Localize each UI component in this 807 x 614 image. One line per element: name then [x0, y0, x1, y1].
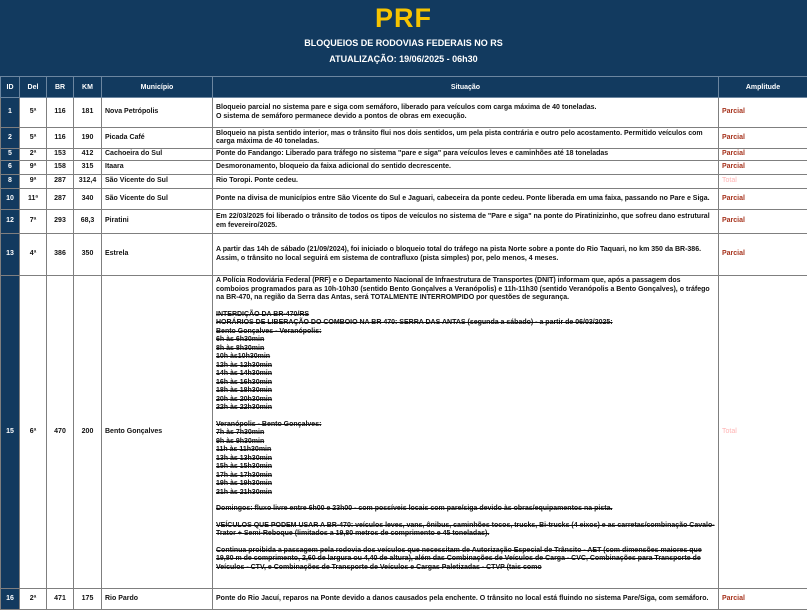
row-br: 153: [47, 149, 74, 161]
spacer: [216, 539, 715, 547]
row-id: 6: [1, 161, 20, 175]
row-id: 15: [1, 276, 20, 589]
times-list-vp-bg: [216, 429, 715, 497]
row-municipio: Piratini: [102, 210, 213, 234]
col-km: KM: [74, 77, 102, 98]
row-id: 5: [1, 149, 20, 161]
row-br: 287: [47, 175, 74, 189]
row-km: 181: [74, 98, 102, 128]
row-amplitude: Parcial: [719, 98, 807, 128]
row-br: 116: [47, 98, 74, 128]
schedule-time: 11h às 11h30min: [216, 446, 272, 453]
table-row: [1, 210, 807, 234]
sentido-vp-bg: Veranópolis - Bento Gonçalves:: [216, 420, 322, 428]
row-del: 7ª: [20, 210, 47, 234]
row-del: 9ª: [20, 161, 47, 175]
row-municipio: Picada Café: [102, 128, 213, 149]
row-del: 2ª: [20, 589, 47, 610]
blockages-table: [0, 76, 807, 610]
schedule-time: 19h às 19h30min: [216, 480, 273, 487]
schedule-time: 16h às 16h30min: [216, 378, 273, 386]
schedule-time: 15h às 15h30min: [216, 463, 273, 470]
row-situacao: [213, 98, 719, 128]
row-amplitude: Parcial: [719, 189, 807, 210]
row-del: 6ª: [20, 276, 47, 589]
schedule-time: 10h às10h30min: [216, 353, 271, 360]
row-del: 9ª: [20, 175, 47, 189]
col-situacao: Situação: [213, 77, 719, 98]
spacer: [216, 413, 715, 421]
row-situacao: Ponte na divisa de municípios entre São Vicente do Sul e Jaguari, cabeceira da ponte cedeu. Ponte liberada em uma faixa, passando no Pare e Siga.: [213, 189, 719, 210]
times-list-bg-vp: [216, 336, 715, 413]
situacao-line: O sistema de semáforo permanece devido a pontos de obras em execução.: [216, 112, 467, 120]
row-situacao: A partir das 14h de sábado (21/09/2024), foi iniciado o bloqueio total do tráfego na pista Norte sobre a ponte do Rio Taquari, no km 350 da BR-386. Assim, o trânsito no local seguirá em sistema de contrafluxo (pista simples) por, pelo menos, 4 meses.: [213, 234, 719, 276]
horarios-title: HORÁRIOS DE LIBERAÇÃO DO COMBOIO NA BR 470: SERRA DAS ANTAS (segunda a sábado) - a partir de 06/03/2025:: [216, 319, 613, 326]
row-amplitude: Parcial: [719, 234, 807, 276]
col-amplitude: Amplitude: [719, 77, 807, 98]
schedule-time: 21h às 21h30min: [216, 488, 273, 496]
row-del: 2ª: [20, 149, 47, 161]
schedule-time: 22h às 22h30min: [216, 404, 273, 411]
domingos-note: Domingos: fluxo livre entre 6h00 e 23h00 - com possíveis locais com pare/siga devido às obras/equipamentos na pista.: [216, 505, 613, 512]
table-row: [1, 98, 807, 128]
row-id: 12: [1, 210, 20, 234]
row-km: 200: [74, 276, 102, 589]
row-del: 5ª: [20, 128, 47, 149]
update-timestamp: ATUALIZAÇÃO: 19/06/2025 - 06h30: [329, 54, 478, 64]
row-id: 10: [1, 189, 20, 210]
table-row: [1, 276, 807, 589]
schedule-time: 12h às 12h30min: [216, 361, 273, 369]
row-municipio: Bento Gonçalves: [102, 276, 213, 589]
col-id: ID: [1, 77, 20, 98]
schedule-time: 14h às 14h30min: [216, 370, 273, 377]
schedule-time: 6h às 6h30min: [216, 336, 265, 343]
row-km: 350: [74, 234, 102, 276]
schedule-time: 9h às 9h30min: [216, 437, 265, 445]
schedule-time: 17h às 17h30min: [216, 471, 273, 479]
row-del: 11ª: [20, 189, 47, 210]
row-amplitude: Parcial: [719, 210, 807, 234]
row-del: 4ª: [20, 234, 47, 276]
row-municipio: Nova Petrópolis: [102, 98, 213, 128]
schedule-time: 8h às 8h30min: [216, 344, 265, 352]
page-header: [0, 0, 807, 76]
row-km: 68,3: [74, 210, 102, 234]
row-amplitude: Total: [719, 175, 807, 189]
row-br: 116: [47, 128, 74, 149]
row-amplitude: Parcial: [719, 128, 807, 149]
row-br: 470: [47, 276, 74, 589]
row-km: 412: [74, 149, 102, 161]
proibida-note: Continua proibida a passagem pela rodovia dos veículos que necessitam de Autorização Especial de Trânsito - AET (com dimensões maiores que 19,80 m de comprimento, 2,60 de largura ou 4,40 de altura), além das Combinações de Veículos de Carga - CVC, Combinações para Transporte de Veículos - CTV, e Combinações de Transporte de Veículos e Cargas Paletizadas - CTVP (tais como: [216, 546, 702, 571]
row-amplitude: Total: [719, 276, 807, 589]
situacao-intro: A Polícia Rodoviária Federal (PRF) e o Departamento Nacional de Infraestrutura de Transportes (DNIT) informam que, após a passagem dos comboios programados para as 10h-10h30 (sentido Bento Gonçalves a Veranópolis) e 11h-11h30 (sentido Veranópolis a Bento Gonçalves), o tráfego na BR-470, na região da Serra das Antas, será TOTALMENTE INTERROMPIDO por questões de segurança.: [216, 277, 710, 301]
schedule-time: 7h às 7h30min: [216, 429, 265, 436]
spacer: [216, 497, 715, 505]
row-amplitude: Parcial: [719, 149, 807, 161]
row-situacao: Desmoronamento, bloqueio da faixa adicional do sentido decrescente.: [213, 161, 719, 175]
veiculos-note: VEÍCULOS QUE PODEM USAR A BR-470: veículos leves, vans, ônibus, caminhões tocos, trucks, Bi-trucks (4 eixos) e as carretas/combinação Cavalo-Trator + Semi-Reboque (limitados a 19,80 metros de comprimento e 45 toneladas).: [216, 521, 715, 537]
schedule-time: 20h às 20h30min: [216, 395, 273, 403]
row-municipio: Rio Pardo: [102, 589, 213, 610]
row-id: 8: [1, 175, 20, 189]
row-municipio: Estrela: [102, 234, 213, 276]
row-id: 16: [1, 589, 20, 610]
spacer: [216, 303, 715, 311]
row-municipio: São Vicente do Sul: [102, 175, 213, 189]
table-row: [1, 589, 807, 610]
row-municipio: Cachoeira do Sul: [102, 149, 213, 161]
table-row: [1, 149, 807, 161]
prf-logo: PRF: [375, 3, 432, 33]
sentido-bg-vp: Bento Gonçalves - Veranópolis:: [216, 327, 322, 335]
row-id: 2: [1, 128, 20, 149]
col-municipio: Município: [102, 77, 213, 98]
row-br: 158: [47, 161, 74, 175]
row-situacao: Bloqueio na pista sentido interior, mas o trânsito flui nos dois sentidos, um pela pista contrária e outro pelo acostamento. Permitido veículos com carga máxima de 40 toneladas.: [213, 128, 719, 149]
row-km: 315: [74, 161, 102, 175]
row-situacao: [213, 276, 719, 589]
row-municipio: São Vicente do Sul: [102, 189, 213, 210]
interdicao-title: INTERDIÇÃO DA BR-470/RS: [216, 310, 310, 318]
table-row: [1, 234, 807, 276]
situacao-line: Bloqueio parcial no sistema pare e siga com semáforo, liberado para veículos com carga máxima de 40 toneladas.: [216, 104, 597, 111]
row-km: 175: [74, 589, 102, 610]
table-header-row: [1, 77, 807, 98]
row-km: 340: [74, 189, 102, 210]
row-del: 5ª: [20, 98, 47, 128]
row-municipio: Itaara: [102, 161, 213, 175]
table-row: [1, 189, 807, 210]
schedule-time: 13h às 13h30min: [216, 454, 273, 462]
row-amplitude: Parcial: [719, 161, 807, 175]
table-row: [1, 128, 807, 149]
row-br: 287: [47, 189, 74, 210]
row-br: 386: [47, 234, 74, 276]
row-km: 190: [74, 128, 102, 149]
col-br: BR: [47, 77, 74, 98]
row-br: 293: [47, 210, 74, 234]
table-row: [1, 161, 807, 175]
row-km: 312,4: [74, 175, 102, 189]
row-amplitude: Parcial: [719, 589, 807, 610]
row-situacao: Ponte do Fandango: Liberado para tráfego no sistema "pare e siga" para veículos leves e caminhões até 18 toneladas: [213, 149, 719, 161]
row-br: 471: [47, 589, 74, 610]
row-id: 13: [1, 234, 20, 276]
col-del: Del: [20, 77, 47, 98]
table-row: [1, 175, 807, 189]
row-situacao: Ponte do Rio Jacuí, reparos na Ponte devido a danos causados pela enchente. O trânsito no local está fluindo no sistema Pare/Siga, com semáforo.: [213, 589, 719, 610]
row-situacao: Rio Toropi. Ponte cedeu.: [213, 175, 719, 189]
spacer: [216, 514, 715, 522]
row-id: 1: [1, 98, 20, 128]
schedule-time: 18h às 18h30min: [216, 387, 273, 394]
row-situacao: Em 22/03/2025 foi liberado o trânsito de todos os tipos de veículos no sistema de "Pare e siga" na ponte do Piratinizinho, que sofreu dano estrutural em fevereiro/2025.: [213, 210, 719, 234]
page-title: BLOQUEIOS DE RODOVIAS FEDERAIS NO RS: [304, 38, 503, 48]
